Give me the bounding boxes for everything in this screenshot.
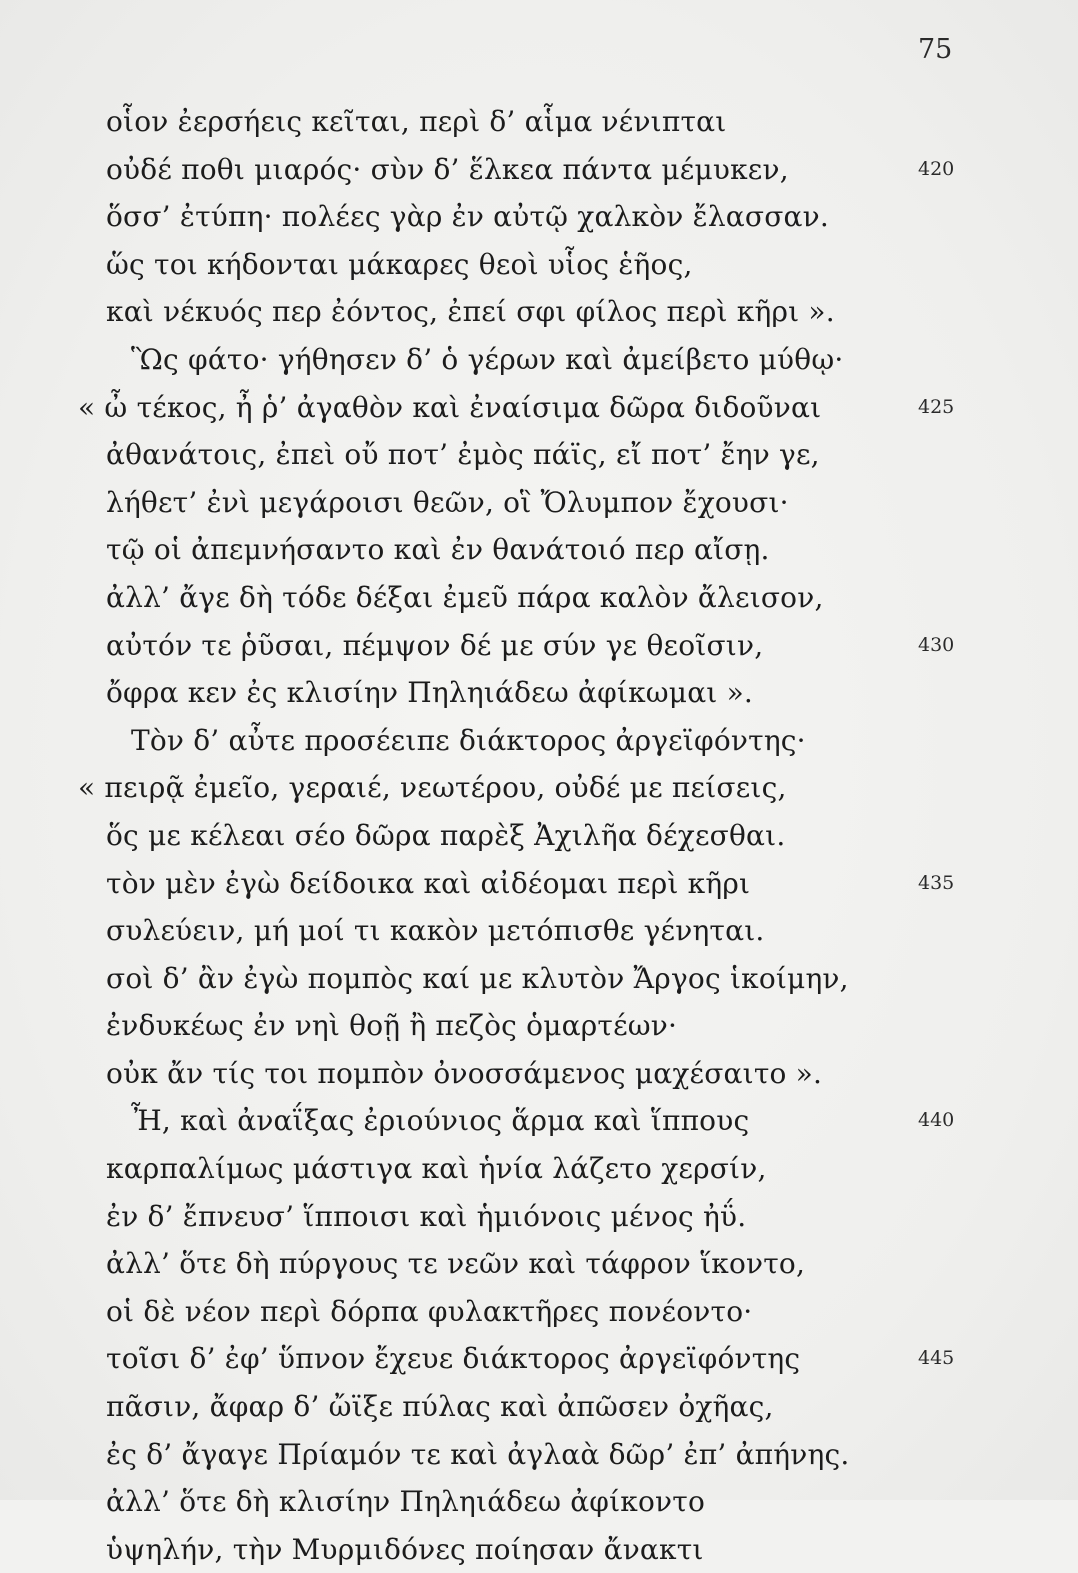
verse-line	[0, 717, 1078, 765]
line-number: 435	[918, 871, 955, 894]
verse-text: τὸν μὲν ἐγὼ δείδοικα καὶ αἰδέομαι περὶ κῆρι	[106, 866, 751, 900]
verse-text: σοὶ δ’ ἂν ἐγὼ πομπὸς καί με κλυτὸν Ἄργος ἱκοίμην,	[106, 961, 849, 995]
verse-text: « ὦ τέκος, ἦ ῥ’ ἀγαθὸν καὶ ἐναίσιμα δῶρα διδοῦναι	[78, 390, 822, 424]
verse-line	[0, 479, 1078, 527]
line-number: 425	[918, 395, 955, 418]
verse-text: ὅς με κέλεαι σέο δῶρα παρὲξ Ἀχιλῆα δέχεσθαι.	[106, 818, 786, 852]
verse-line	[0, 1478, 1078, 1526]
verse-line	[0, 1193, 1078, 1241]
line-number: 440	[918, 1109, 955, 1132]
verse-text: ἐνδυκέως ἐν νηὶ θοῇ ἢ πεζὸς ὁμαρτέων·	[106, 1009, 678, 1043]
verse-line	[0, 288, 1078, 336]
verse-text: ὥς τοι κήδονται μάκαρες θεοὶ υἷος ἑῆος,	[106, 247, 693, 281]
verse-text: ὄφρα κεν ἐς κλισίην Πηληιάδεω ἀφίκωμαι ».	[106, 676, 754, 710]
verse-line	[0, 1431, 1078, 1479]
verse-text: αὐτόν τε ῥῦσαι, πέμψον δέ με σύν γε θεοῖσιν,	[106, 628, 764, 662]
line-number: 430	[918, 633, 955, 656]
verse-line	[0, 1145, 1078, 1193]
verse-line	[0, 1097, 1078, 1145]
verse-text: ἀλλ’ ἄγε δὴ τόδε δέξαι ἐμεῦ πάρα καλὸν ἄλεισον,	[106, 580, 824, 614]
verse-text: Ὣς φάτο· γήθησεν δ’ ὁ γέρων καὶ ἀμείβετο μύθῳ·	[131, 342, 844, 376]
verse-line	[0, 812, 1078, 860]
verse-text: πᾶσιν, ἄφαρ δ’ ὤϊξε πύλας καὶ ἀπῶσεν ὀχῆας,	[106, 1390, 774, 1424]
verse-text: οἱ δὲ νέον περὶ δόρπα φυλακτῆρες πονέοντο·	[106, 1294, 753, 1328]
verse-text: τῷ οἱ ἀπεμνήσαντο καὶ ἐν θανάτοιό περ αἴσῃ.	[106, 533, 770, 567]
verse-text: ἐν δ’ ἔπνευσ’ ἵπποισι καὶ ἡμιόνοις μένος ἠΰ.	[106, 1199, 747, 1233]
verse-line	[0, 669, 1078, 717]
verse-line	[0, 1335, 1078, 1383]
verse-line	[0, 1288, 1078, 1336]
page-number: 75	[918, 34, 953, 65]
verse-text: οἷον ἐερσήεις κεῖται, περὶ δ’ αἷμα νένιπται	[106, 105, 727, 138]
line-number: 445	[918, 1347, 955, 1370]
verse-line	[0, 1526, 1078, 1573]
verse-text: οὐκ ἄν τίς τοι πομπὸν ὀνοσσάμενος μαχέσαιτο ».	[106, 1056, 823, 1090]
verse-line	[0, 1002, 1078, 1050]
verse-line	[0, 193, 1078, 241]
verse-line	[0, 241, 1078, 289]
verse-text: Τὸν δ’ αὖτε προσέειπε διάκτορος ἀργεϊφόντης·	[131, 723, 806, 757]
verse-text: λήθετ’ ἐνὶ μεγάροισι θεῶν, οἳ Ὄλυμπον ἔχουσι·	[106, 485, 789, 519]
verse-text: ὅσσ’ ἐτύπη· πολέες γὰρ ἐν αὐτῷ χαλκὸν ἔλασσαν.	[106, 200, 829, 234]
verse-line	[0, 764, 1078, 812]
verse-line	[0, 860, 1078, 908]
verse-line	[0, 1050, 1078, 1098]
verse-text: καὶ νέκυός περ ἐόντος, ἐπεί σφι φίλος περὶ κῆρι ».	[106, 295, 835, 329]
verse-text: συλεύειν, μή μοί τι κακὸν μετόπισθε γένηται.	[106, 914, 765, 948]
verse-text: τοῖσι δ’ ἐφ’ ὕπνον ἔχευε διάκτορος ἀργεϊφόντης	[106, 1342, 801, 1376]
verse-text: οὐδέ ποθι μιαρός· σὺν δ’ ἕλκεα πάντα μέμυκεν,	[106, 152, 789, 186]
verse-line	[0, 907, 1078, 955]
verse-line	[0, 526, 1078, 574]
verse-text: ὑψηλήν, τὴν Μυρμιδόνες ποίησαν ἄνακτι	[106, 1532, 704, 1566]
verse-line	[0, 98, 1078, 146]
verse-text: ἐς δ’ ἄγαγε Πρίαμόν τε καὶ ἀγλαὰ δῶρ’ ἐπ’ ἀπήνης.	[106, 1437, 850, 1471]
verse-text-block	[0, 98, 1078, 1573]
verse-text: ἀθανάτοις, ἐπεὶ οὔ ποτ’ ἐμὸς πάϊς, εἴ ποτ’ ἔην γε,	[106, 438, 820, 472]
verse-line	[0, 1383, 1078, 1431]
verse-text: ἀλλ’ ὅτε δὴ πύργους τε νεῶν καὶ τάφρον ἵκοντο,	[106, 1247, 806, 1281]
verse-line	[0, 146, 1078, 194]
verse-line	[0, 622, 1078, 670]
verse-line	[0, 1240, 1078, 1288]
line-number: 420	[918, 157, 955, 180]
verse-text: καρπαλίμως μάστιγα καὶ ἡνία λάζετο χερσίν,	[106, 1152, 767, 1186]
verse-line	[0, 384, 1078, 432]
verse-text: ἀλλ’ ὅτε δὴ κλισίην Πηληιάδεω ἀφίκοντο	[106, 1485, 706, 1519]
verse-text: Ἦ, καὶ ἀναΐξας ἐριούνιος ἅρμα καὶ ἵππους	[131, 1104, 750, 1138]
verse-line	[0, 336, 1078, 384]
verse-line	[0, 574, 1078, 622]
verse-line	[0, 955, 1078, 1003]
verse-text: « πειρᾷ ἐμεῖο, γεραιέ, νεωτέρου, οὐδέ με πείσεις,	[78, 771, 787, 805]
verse-line	[0, 431, 1078, 479]
